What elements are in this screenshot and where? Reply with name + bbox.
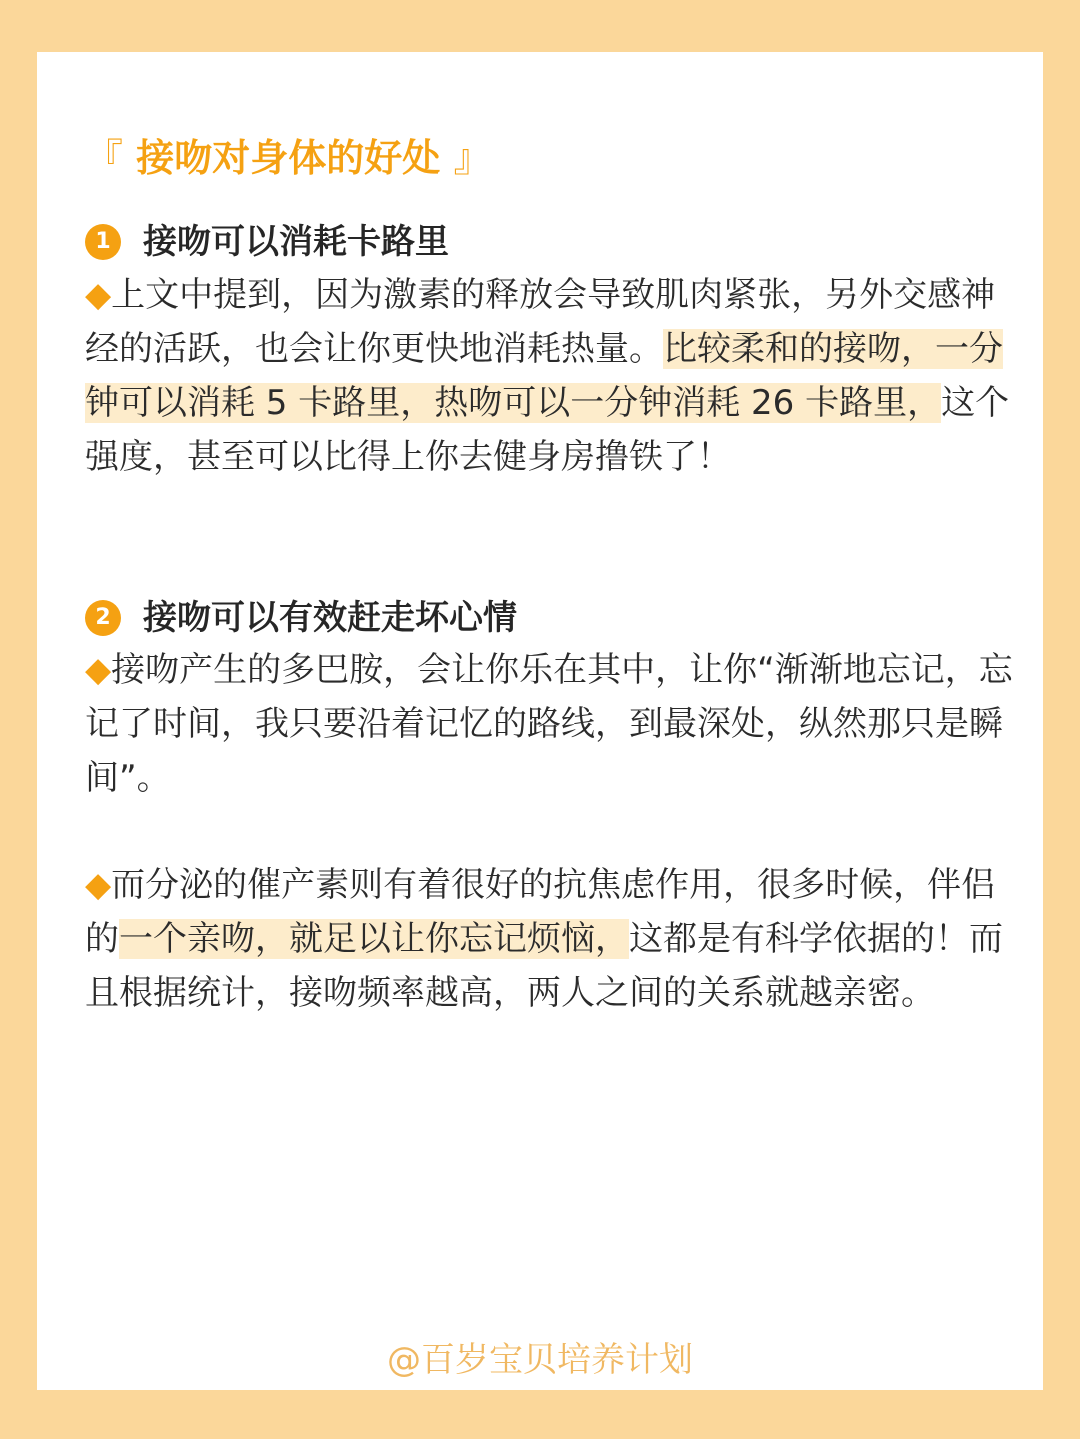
paragraph-text: 这都是有科学依据的！而且根据统计，接吻频率越高，两人之间的关系就越亲密。: [85, 919, 1003, 1013]
section-1-heading: [85, 216, 449, 268]
section-2-title: 接吻可以有效赶走坏心情: [143, 598, 517, 638]
section-2-heading: [85, 592, 517, 644]
highlighted-text: 一个亲吻，就足以让你忘记烦恼，: [119, 919, 629, 959]
section-2-number-badge: 2: [85, 600, 121, 636]
paragraph-text: 而分泌的催产素则有着很好的抗焦虑作用，很多时候，伴侣的: [85, 865, 996, 959]
title-text: 接吻对身体的好处: [136, 136, 441, 180]
highlighted-text: 比较柔和的接吻，一分钟可以消耗 5 卡路里，热吻可以一分钟消耗 26 卡路里，: [85, 329, 1003, 423]
diamond-bullet-icon: ◆: [85, 650, 112, 690]
diamond-bullet-icon: ◆: [85, 275, 112, 315]
paragraph-text: 上文中提到，因为激素的释放会导致肌肉紧张，另外交感神经的活跃，也会让你更快地消耗热量。: [85, 275, 996, 369]
section-1-paragraph: [85, 268, 1015, 484]
section-1-title: 接吻可以消耗卡路里: [143, 222, 449, 262]
diamond-bullet-icon: ◆: [85, 865, 112, 905]
paragraph-text: 这个强度，甚至可以比得上你去健身房撸铁了！: [85, 383, 1010, 477]
page-title: [85, 132, 492, 184]
title-open-bracket: 『: [85, 136, 124, 180]
content-card: [37, 52, 1043, 1390]
section-1-number-badge: 1: [85, 224, 121, 260]
section-2-paragraph-1: [85, 643, 1015, 805]
section-2-paragraph-2: [85, 858, 1015, 1020]
footer-watermark: @百岁宝贝培养计划: [387, 1340, 693, 1380]
paragraph-text: 接吻产生的多巴胺，会让你乐在其中，让你“渐渐地忘记，忘记了时间，我只要沿着记忆的路线，到最深处，纵然那只是瞬间”。: [85, 650, 1013, 798]
title-close-bracket: 』: [453, 136, 492, 180]
